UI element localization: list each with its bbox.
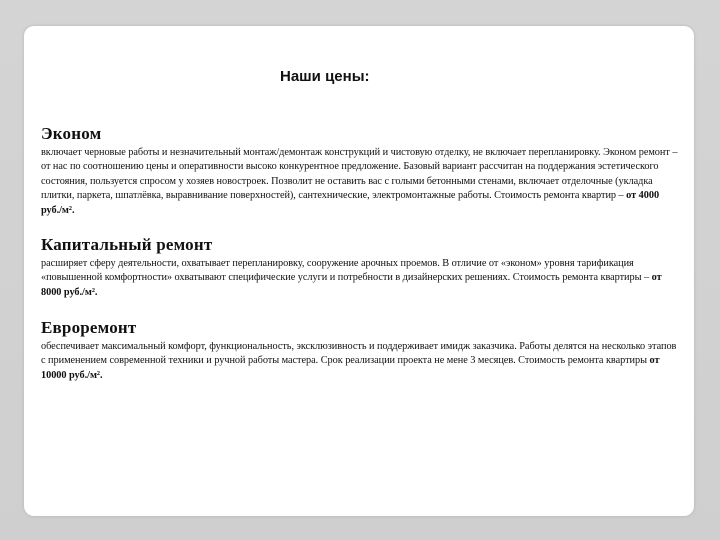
price-euro: от 10000 руб./м². bbox=[41, 355, 660, 381]
section-econom bbox=[41, 124, 681, 218]
section-text-econom bbox=[41, 146, 681, 218]
section-text-euro bbox=[41, 340, 681, 383]
section-heading-capital: Капитальный ремонт bbox=[41, 235, 213, 254]
section-body-euro: обеспечивает максимальный комфорт, функциональность, эксклюзивность и поддерживает имидж заказчика. Работы делятся на несколько этапов с применением современной техники и ручной работы мастера. Срок реализации проекта не мене 3 месяцев. Стоимость ремонта квартиры bbox=[41, 341, 677, 367]
section-text-capital bbox=[41, 257, 681, 300]
price-econom: от 4000 руб./м². bbox=[41, 190, 660, 216]
section-heading-euro: Евроремонт bbox=[41, 318, 137, 337]
section-heading-econom: Эконом bbox=[41, 124, 102, 143]
section-body-econom: включает черновые работы и незначительный монтаж/демонтаж конструкций и чистовую отделку, не включает перепланировку. Эконом ремонт – от нас по соотношению цены и оперативности высоко конкурентное предложение. Базовый вариант рассчитан на поддержания эстетического состояния, пользуется спросом у хозяев новостроек. Позволит не оставить вас с голыми бетонными стенами, включает отделочные (укладка плитки, паркета, шпатлёвка, выравнивание поверхностей), сантехнические, электромонтажные работы. Стоимость ремонта квартир – bbox=[41, 147, 678, 202]
section-capital bbox=[41, 235, 681, 300]
price-capital: от 8000 руб./м². bbox=[41, 272, 662, 298]
section-body-capital: расширяет сферу деятельности, охватывает перепланировку, сооружение арочных проемов. В отличие от «эконом» уровня тарификация «повышенной комфортности» охватывают специфические услуги и потребности в дизайнерских решениях. Стоимость ремонта квартиры – bbox=[41, 258, 652, 284]
section-euro bbox=[41, 318, 681, 383]
page-title: Наши цены: bbox=[280, 68, 370, 85]
